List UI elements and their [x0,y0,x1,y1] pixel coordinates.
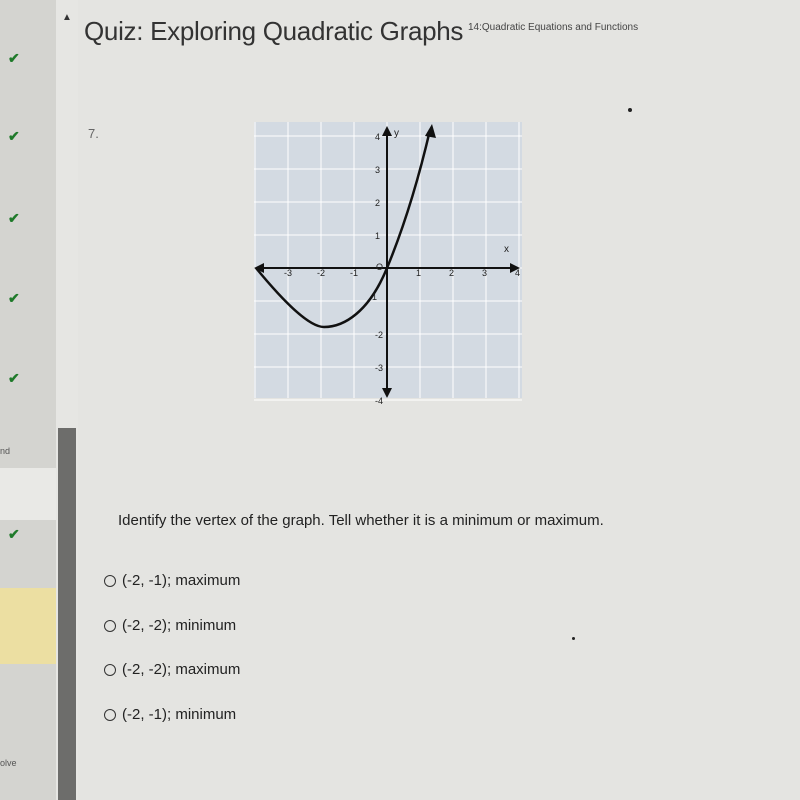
option-label: (-2, -1); maximum [122,572,241,589]
sidebar-label: olve [0,758,17,768]
sidebar-label: nd [0,446,11,456]
x-tick-label: 4 [515,268,521,278]
answer-option-2[interactable] [104,617,236,634]
check-icon: ✔ [8,526,20,542]
y-tick-label: 3 [375,165,381,175]
check-icon: ✔ [8,50,20,66]
axis-label-x: x [504,244,509,255]
question-prompt: Identify the vertex of the graph. Tell whether it is a minimum or maximum. [118,512,604,529]
option-label: (-2, -2); minimum [122,617,237,634]
radio-button[interactable] [104,709,116,721]
scrollbar-thumb[interactable] [58,428,76,800]
quadratic-graph [254,122,522,406]
answer-option-3[interactable] [104,661,240,678]
y-tick-label: -4 [375,396,384,406]
option-label: (-2, -2); maximum [122,661,241,678]
y-tick-label: -3 [375,363,384,373]
x-tick-label: 1 [416,268,422,278]
radio-button[interactable] [104,664,116,676]
question-number: 7. [88,126,99,141]
x-tick-label: -1 [350,268,359,278]
sidebar-item[interactable] [0,468,62,520]
x-tick-label: 2 [449,268,455,278]
answer-option-4[interactable] [104,706,236,723]
y-tick-label: -2 [375,330,384,340]
y-tick-label: 1 [375,231,381,241]
option-label: (-2, -1); minimum [122,706,237,723]
x-tick-label: -2 [317,268,326,278]
x-tick-label: -3 [284,268,293,278]
axis-label-y: y [394,128,399,139]
page-subtitle: 14:Quadratic Equations and Functions [468,22,639,33]
radio-button[interactable] [104,620,116,632]
sidebar-item-current[interactable] [0,588,62,664]
stray-mark [572,637,575,640]
stray-mark [628,108,632,112]
check-icon: ✔ [8,128,20,144]
tick-label: 1 [372,292,378,302]
check-icon: ✔ [8,370,20,386]
origin-label: O [376,262,384,272]
answer-option-1[interactable] [104,572,240,589]
scroll-up-icon[interactable]: ▲ [62,12,72,23]
x-tick-label: 3 [482,268,488,278]
check-icon: ✔ [8,210,20,226]
page-title: Quiz: Exploring Quadratic Graphs [84,16,464,46]
y-tick-label: 2 [375,198,381,208]
radio-button[interactable] [104,575,116,587]
check-icon: ✔ [8,290,20,306]
sidebar [0,0,62,800]
y-tick-label: 4 [375,132,381,142]
